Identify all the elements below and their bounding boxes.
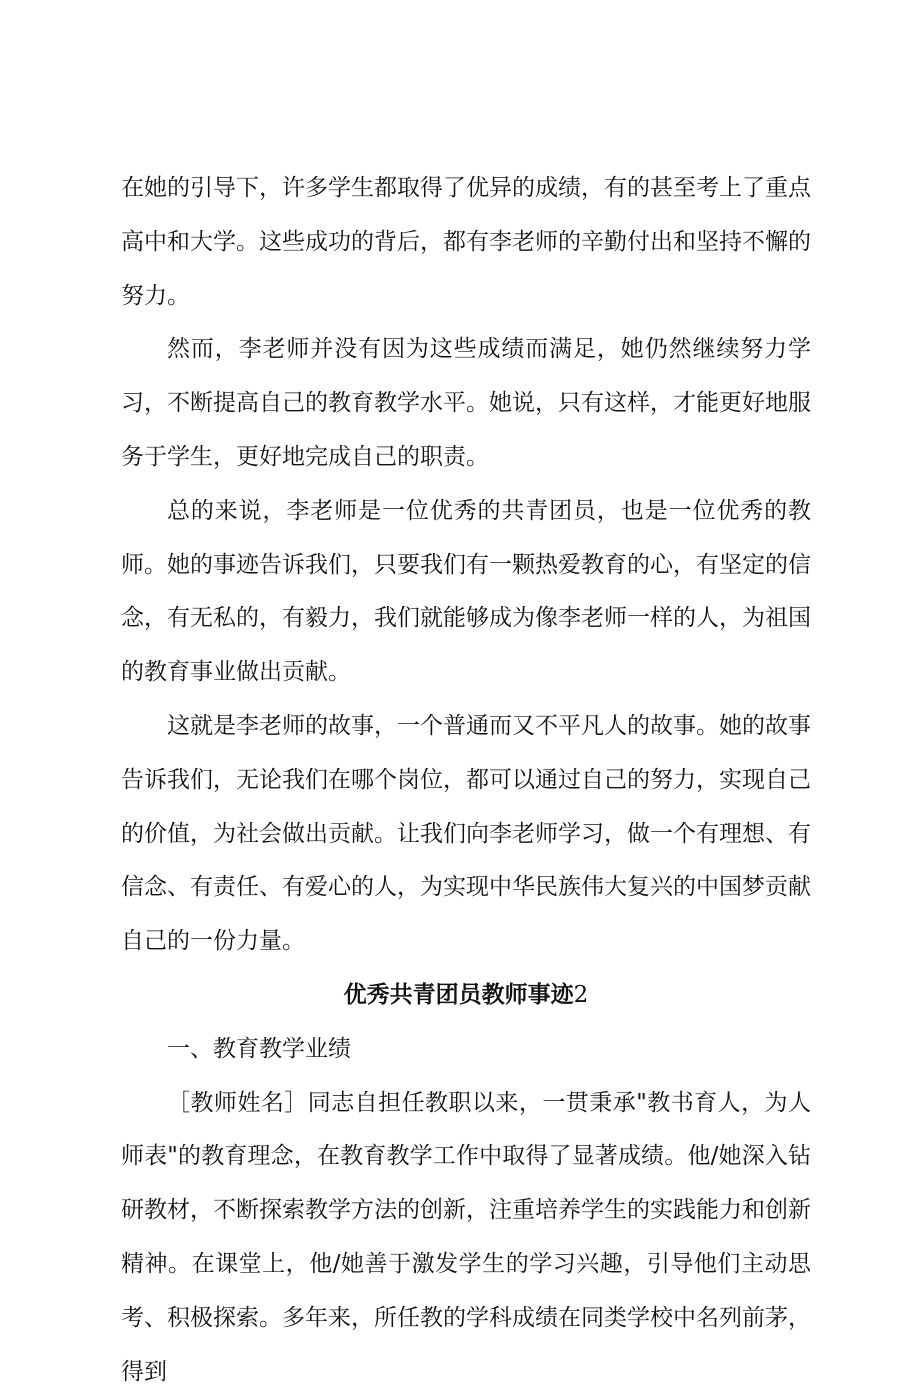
paragraph-2: 然而，李老师并没有因为这些成绩而满足，她仍然继续努力学习，不断提高自己的教育教学水平。她说，只有这样，才能更好地服务于学生，更好地完成自己的职责。 — [121, 336, 811, 470]
subsection-title: 一、教育教学业绩 — [167, 1035, 351, 1062]
heading-title: 优秀共青团员教师事迹 — [343, 981, 574, 1008]
heading-number: 2 — [573, 981, 589, 1008]
paragraph-3: 总的来说，李老师是一位优秀的共青团员，也是一位优秀的教师。她的事迹告诉我们，只要我们有一颗热爱教育的心，有坚定的信念，有无私的，有毅力，我们就能够成为像李老师一样的人，为祖国的教育事业做出贡献。 — [121, 497, 811, 686]
paragraph-5: ［教师姓名］同志自担任教职以来，一贯秉承"教书育人，为人师表"的教育理念，在教育教学工作中取得了显著成绩。他/她深入钻研教材，不断探索教学方法的创新，注重培养学生的实践能力和创新精神。在课堂上，他/她善于激发学生的学习兴趣，引导他们主动思考、积极探索。多年来，所任教的学科成绩在同类学校中名列前茅，得到 — [121, 1089, 811, 1385]
document-body — [121, 162, 811, 1399]
section-heading — [121, 969, 811, 1023]
paragraph-1: 在她的引导下，许多学生都取得了优异的成绩，有的甚至考上了重点高中和大学。这些成功的背后，都有李老师的辛勤付出和坚持不懈的努力。 — [121, 175, 811, 309]
paragraph-4: 这就是李老师的故事，一个普通而又不平凡人的故事。她的故事告诉我们，无论我们在哪个岗位，都可以通过自己的努力，实现自己的价值，为社会做出贡献。让我们向李老师学习，做一个有理想、有信念、有责任、有爱心的人，为实现中华民族伟大复兴的中国梦贡献自己的一份力量。 — [121, 712, 811, 955]
